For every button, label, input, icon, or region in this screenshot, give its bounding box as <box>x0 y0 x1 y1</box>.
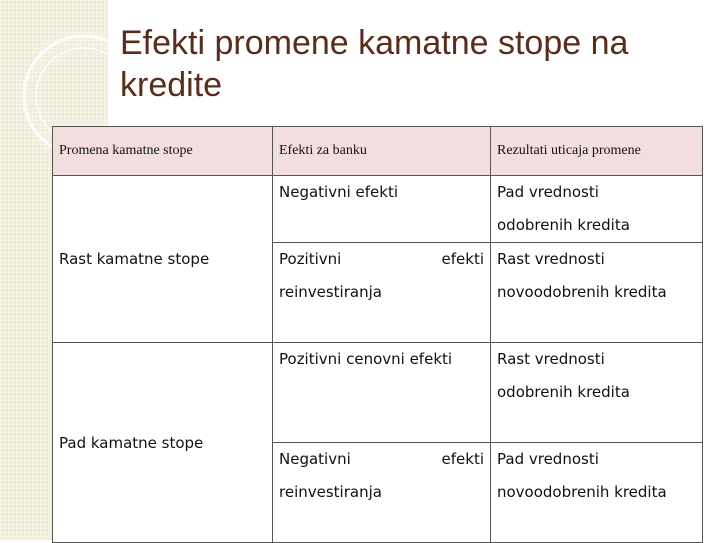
table-row <box>53 343 703 443</box>
result-text: Rast vrednosti <box>497 250 605 268</box>
effect-text: Negativni efekti <box>279 450 484 468</box>
result-cell <box>491 176 703 243</box>
page-title: Efekti promene kamatne stope na kredite <box>120 24 629 104</box>
result-text: odobrenih kredita <box>497 216 630 234</box>
table-header-row <box>53 127 703 176</box>
result-text: Rast vrednosti <box>497 350 605 368</box>
result-text: Pad vrednosti <box>497 450 599 468</box>
result-cell <box>491 443 703 543</box>
result-cell <box>491 243 703 343</box>
effect-text: Pozitivni cenovni efekti <box>279 350 453 368</box>
effect-text: reinvestiranja <box>279 483 382 501</box>
effect-cell <box>273 443 491 543</box>
column-header-bank-effects: Efekti za banku <box>273 127 491 176</box>
effect-text: Pozitivni efekti <box>279 250 484 268</box>
table-row <box>53 176 703 243</box>
result-cell <box>491 343 703 443</box>
result-text: novoodobrenih kredita <box>497 283 667 301</box>
effect-text: reinvestiranja <box>279 283 382 301</box>
effect-cell <box>273 176 491 243</box>
result-text: Pad vrednosti <box>497 183 599 201</box>
effect-text: Negativni efekti <box>279 183 399 201</box>
column-header-results: Rezultati uticaja promene <box>491 127 703 176</box>
row-label-rate-decrease: Pad kamatne stope <box>53 343 273 543</box>
result-text: novoodobrenih kredita <box>497 483 667 501</box>
result-text: odobrenih kredita <box>497 383 630 401</box>
row-label-rate-increase: Rast kamatne stope <box>53 176 273 343</box>
column-header-change: Promena kamatne stope <box>53 127 273 176</box>
effects-table <box>52 126 703 543</box>
effect-cell <box>273 243 491 343</box>
effect-cell <box>273 343 491 443</box>
